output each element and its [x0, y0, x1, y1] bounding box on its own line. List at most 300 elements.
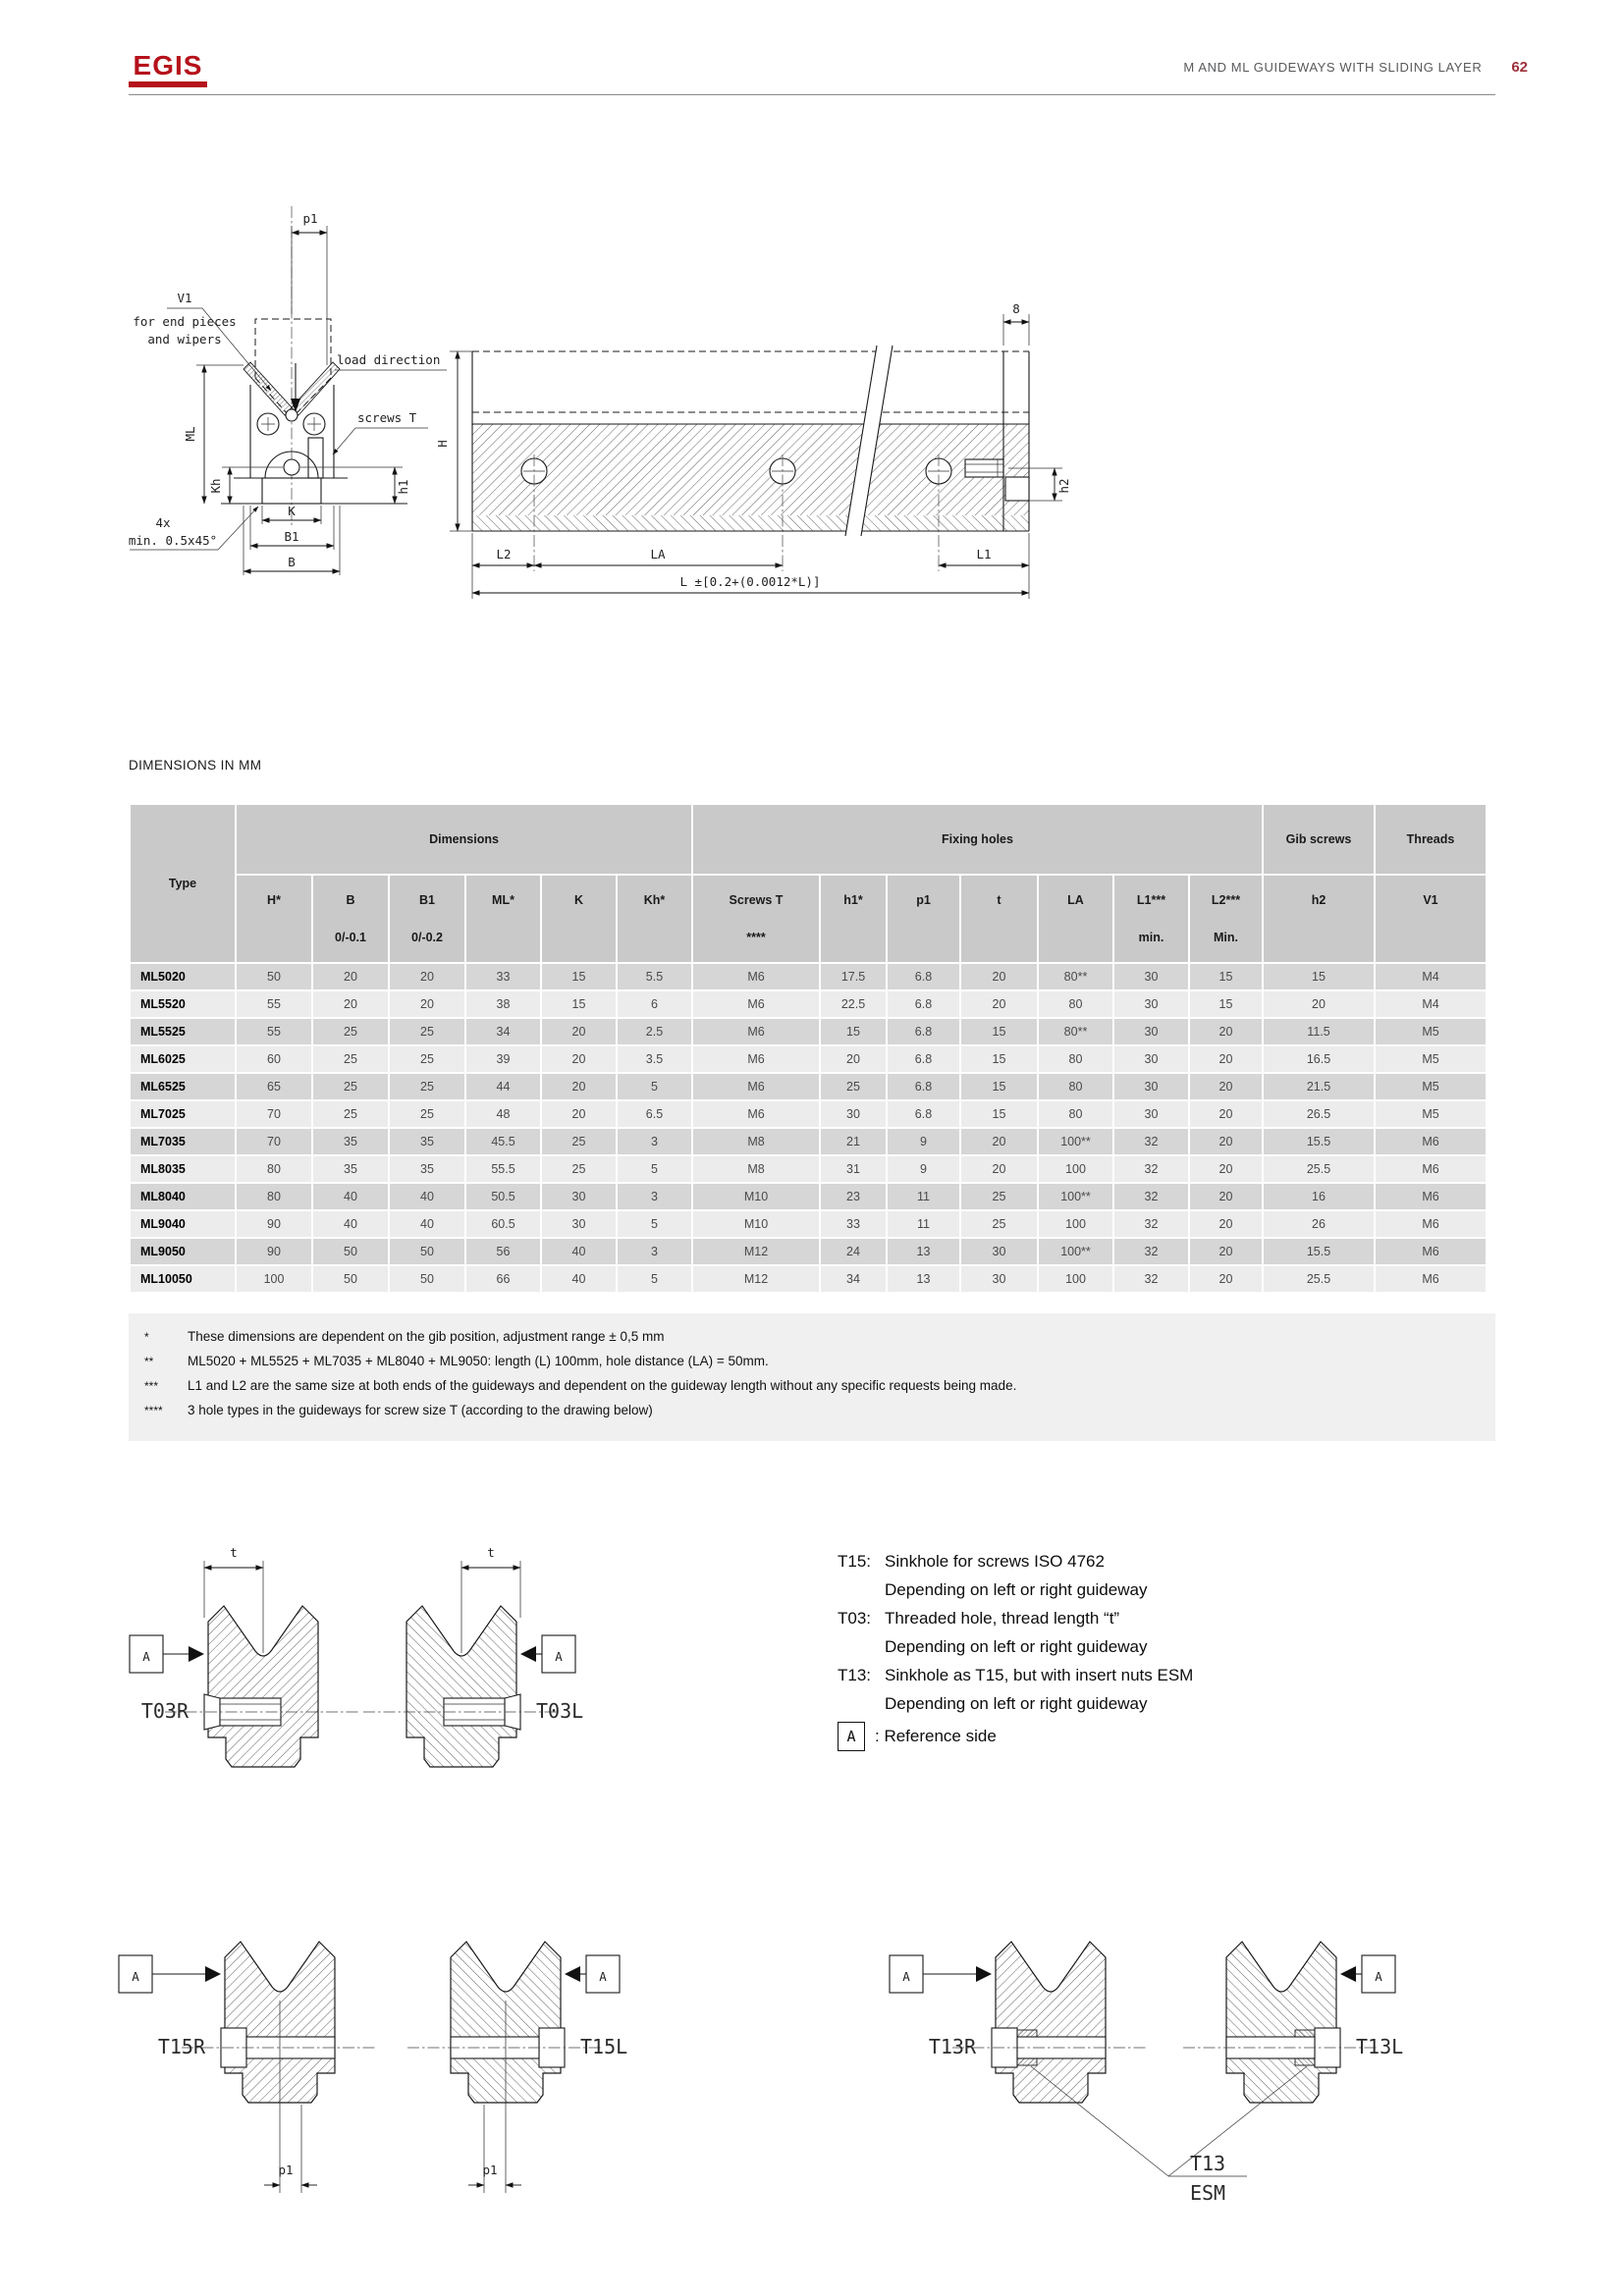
table-cell: 30 [571, 1190, 586, 1203]
v1-note-1: for end pieces [133, 314, 237, 329]
table-cell: 21.5 [1306, 1080, 1331, 1094]
table-cell: 40 [344, 1190, 357, 1203]
row-type: ML10050 [140, 1272, 192, 1286]
table-cell: 3 [651, 1245, 658, 1258]
table-cell: M12 [743, 1245, 769, 1258]
table-cell: 30 [1144, 997, 1159, 1011]
table-cell: M5 [1422, 1080, 1439, 1094]
table-cell: M8 [747, 1162, 765, 1176]
table-cell: 80 [267, 1190, 281, 1203]
row-type: ML7025 [140, 1107, 186, 1121]
table-cell: 15 [571, 997, 586, 1011]
table-cell: 30 [1144, 1052, 1159, 1066]
dim-b1-label: B1 [284, 529, 299, 544]
table-cell: 34 [496, 1025, 511, 1039]
table-cell: 31 [846, 1162, 860, 1176]
header-divider [129, 94, 1495, 95]
hole-type-desc: Sinkhole for screws ISO 4762 [885, 1552, 1105, 1571]
table-cell: M6 [1422, 1272, 1439, 1286]
table-cell: 32 [1144, 1272, 1159, 1286]
table-cell: 32 [1144, 1162, 1159, 1176]
column-header: V1 [1376, 876, 1486, 962]
dim-p1-label: p1 [278, 2163, 294, 2177]
table-cell: 9 [920, 1162, 927, 1176]
table-cell: 20 [1218, 1025, 1233, 1039]
table-cell: 20 [1218, 1080, 1233, 1094]
hole-type-code: T03: [838, 1609, 872, 1628]
table-cell: 25 [344, 1107, 357, 1121]
table-cell: 25 [344, 1025, 357, 1039]
table-cell: 3 [651, 1190, 658, 1203]
chamfer-note-2: min. 0.5x45° [128, 533, 218, 548]
hole-type-sub: Depending on left or right guideway [885, 1637, 1148, 1656]
table-cell: 25 [344, 1080, 357, 1094]
page-number: 62 [1511, 59, 1528, 76]
table-cell: 100 [1065, 1162, 1086, 1176]
table-cell: 3 [651, 1135, 658, 1148]
t13l-label: T13L [1356, 2035, 1404, 2058]
table-cell: 25 [992, 1190, 1006, 1203]
group-threads: Threads [1376, 805, 1486, 874]
table-cell: 50 [344, 1245, 357, 1258]
t15r-label: T15R [157, 2035, 205, 2058]
footnote [129, 1378, 1495, 1403]
reference-a-box: A [902, 1969, 910, 1984]
row-type: ML6025 [140, 1052, 186, 1066]
table-cell: 15.5 [1306, 1245, 1331, 1258]
hole-type-sub: Depending on left or right guideway [885, 1580, 1148, 1599]
dim-h-label: H [435, 440, 450, 448]
table-cell: 38 [496, 997, 511, 1011]
table-cell: 13 [916, 1245, 931, 1258]
column-header: h2 [1264, 876, 1374, 962]
table-cell: 40 [420, 1217, 434, 1231]
dim-ml-label: ML [183, 426, 197, 442]
t03l-drawing [363, 1545, 583, 1767]
column-header: Kh* [618, 876, 691, 962]
table-cell: 50.5 [491, 1190, 515, 1203]
dim-8-label: 8 [1012, 301, 1020, 316]
table-cell: 40 [571, 1245, 586, 1258]
esm-note: ESM [1189, 2181, 1226, 2205]
table-cell: 25 [846, 1080, 860, 1094]
t15l-drawing [407, 1942, 627, 2193]
table-cell: 16 [1312, 1190, 1326, 1203]
table-cell: 65 [267, 1080, 281, 1094]
table-cell: 24 [846, 1245, 860, 1258]
table-cell: 20 [344, 997, 357, 1011]
dim-p1-label: p1 [302, 211, 318, 226]
table-cell: 90 [267, 1245, 281, 1258]
table-cell: 33 [846, 1217, 860, 1231]
reference-a-box: A [599, 1969, 607, 1984]
table-cell: 60.5 [491, 1217, 515, 1231]
dim-l1-label: L1 [976, 547, 992, 561]
table-cell: 25 [571, 1162, 586, 1176]
column-header: t [961, 876, 1037, 962]
table-cell: 20 [1218, 1190, 1233, 1203]
column-header: p1 [888, 876, 959, 962]
table-body [131, 964, 1486, 1292]
dim-h2-label: h2 [1056, 478, 1071, 494]
table-cell: 25 [571, 1135, 586, 1148]
table-cell: 20 [1218, 1272, 1233, 1286]
table-sub-header-row [131, 876, 1486, 962]
table-cell: 32 [1144, 1217, 1159, 1231]
column-header: ML* [466, 876, 540, 962]
table-row [131, 1101, 1486, 1127]
table-cell: 25 [420, 1080, 434, 1094]
table-cell: 100** [1060, 1135, 1091, 1148]
dim-t-label: t [487, 1545, 495, 1560]
table-cell: 30 [992, 1245, 1006, 1258]
t03r-label: T03R [140, 1699, 189, 1723]
table-row [131, 964, 1486, 989]
table-row [131, 1046, 1486, 1072]
table-cell: 11 [917, 1217, 930, 1231]
reference-a-box: A [132, 1969, 139, 1984]
table-cell: 20 [1312, 997, 1326, 1011]
section-label: DIMENSIONS IN MM [129, 758, 262, 773]
t13r-drawing [890, 1942, 1147, 2103]
table-cell: 13 [916, 1272, 931, 1286]
table-cell: 20 [992, 1162, 1006, 1176]
table-cell: M4 [1422, 997, 1439, 1011]
dim-la-label: LA [650, 547, 666, 561]
hole-type-desc: Sinkhole as T15, but with insert nuts ESM [885, 1666, 1194, 1684]
table-cell: 26.5 [1306, 1107, 1331, 1121]
dim-h1-label: h1 [396, 479, 410, 495]
table-cell: 6.5 [645, 1107, 664, 1121]
table-cell: 20 [1218, 1245, 1233, 1258]
table-cell: 100 [263, 1272, 285, 1286]
table-cell: M6 [747, 997, 765, 1011]
footnote-text: These dimensions are dependent on the gib position, adjustment range ± 0,5 mm [188, 1329, 665, 1344]
table-cell: 11.5 [1307, 1025, 1330, 1039]
t03l-label: T03L [536, 1699, 584, 1723]
table-cell: 20 [344, 970, 357, 984]
table-cell: M8 [747, 1135, 765, 1148]
footnote-text: L1 and L2 are the same size at both ends of the guideways and dependent on the guideway length without any specific requests being made. [188, 1378, 1017, 1393]
table-cell: 16.5 [1306, 1052, 1331, 1066]
table-cell: 20 [1218, 1135, 1233, 1148]
table-cell: 20 [1218, 1162, 1233, 1176]
table-cell: 11 [917, 1190, 930, 1203]
table-row [131, 1184, 1486, 1209]
header [1183, 59, 1528, 76]
dim-t-label: t [230, 1545, 238, 1560]
table-cell: 6.8 [914, 997, 933, 1011]
t13l-drawing [1183, 1942, 1403, 2103]
table-cell: 25 [420, 1052, 434, 1066]
table-cell: 22.5 [840, 997, 866, 1011]
guideway-technical-drawing [128, 177, 1071, 614]
cross-section-drawing [129, 206, 447, 575]
table-cell: 50 [344, 1272, 357, 1286]
table-cell: 50 [420, 1272, 434, 1286]
table-cell: 48 [496, 1107, 511, 1121]
table-cell: 55 [267, 1025, 281, 1039]
group-gib-screws: Gib screws [1264, 805, 1374, 874]
table-cell: 30 [571, 1217, 586, 1231]
table-cell: 20 [571, 1025, 586, 1039]
table-cell: M6 [747, 1107, 765, 1121]
dim-b-label: B [288, 555, 296, 569]
row-type: ML7035 [140, 1135, 186, 1148]
table-cell: 2.5 [645, 1025, 664, 1039]
t13-note: T13 [1189, 2152, 1226, 2175]
table-cell: 30 [1144, 970, 1159, 984]
table-cell: 20 [992, 970, 1006, 984]
table-cell: 66 [496, 1272, 511, 1286]
table-row [131, 1129, 1486, 1154]
hole-type-desc: Threaded hole, thread length “t” [885, 1609, 1120, 1628]
table-cell: 32 [1144, 1135, 1159, 1148]
footnote-marker: *** [144, 1379, 159, 1393]
footnotes-block [129, 1313, 1495, 1441]
table-cell: 100 [1065, 1217, 1086, 1231]
table-row [131, 1211, 1486, 1237]
footnote-marker: * [144, 1330, 149, 1344]
table-cell: 25.5 [1306, 1162, 1331, 1176]
table-cell: M5 [1422, 1025, 1439, 1039]
table-cell: 15 [992, 1107, 1006, 1121]
table-cell: 70 [267, 1107, 281, 1121]
table-cell: 50 [420, 1245, 434, 1258]
table-cell: M10 [743, 1190, 769, 1203]
table-cell: 15 [1312, 970, 1326, 984]
row-type: ML5525 [140, 1025, 186, 1039]
hole-type-code: T15: [838, 1552, 872, 1571]
table-cell: M6 [747, 1052, 765, 1066]
table-cell: M12 [743, 1272, 769, 1286]
table-cell: 100** [1060, 1190, 1091, 1203]
table-cell: M4 [1422, 970, 1439, 984]
footnote-text: ML5020 + ML5525 + ML7035 + ML8040 + ML9050: length (L) 100mm, hole distance (LA) = 50mm. [188, 1354, 769, 1368]
table-cell: 32 [1144, 1245, 1159, 1258]
table-cell: 40 [571, 1272, 586, 1286]
table-cell: 80 [1068, 1107, 1083, 1121]
table-cell: 39 [496, 1052, 511, 1066]
column-header: B 0/-0.1 [313, 876, 388, 962]
table-row [131, 1156, 1486, 1182]
table-cell: 26 [1312, 1217, 1326, 1231]
footnote [129, 1354, 1495, 1378]
table-cell: 5 [651, 1162, 658, 1176]
table-cell: 34 [846, 1272, 860, 1286]
table-cell: 23 [846, 1190, 860, 1203]
table-cell: 56 [496, 1245, 511, 1258]
reference-side-text: : Reference side [875, 1727, 997, 1745]
column-header: LA [1039, 876, 1112, 962]
row-type: ML8035 [140, 1162, 186, 1176]
load-direction-label: load direction [337, 352, 441, 367]
table-cell: M6 [747, 1025, 765, 1039]
table-row [131, 1019, 1486, 1044]
table-cell: 45.5 [491, 1135, 515, 1148]
footnote-marker: **** [144, 1404, 163, 1417]
table-cell: M5 [1422, 1052, 1439, 1066]
table-cell: 30 [1144, 1107, 1159, 1121]
column-header: L1*** min. [1114, 876, 1188, 962]
dim-kh-label: Kh [208, 478, 223, 494]
reference-a-box: A [1375, 1969, 1382, 1984]
reference-side-box: A [838, 1722, 865, 1751]
footnote [129, 1403, 1495, 1427]
table-cell: 20 [571, 1052, 586, 1066]
table-cell: 6 [651, 997, 658, 1011]
side-view-drawing [435, 301, 1071, 599]
group-dimensions: Dimensions [237, 805, 691, 874]
table-group-header-row [131, 805, 1486, 874]
table-cell: 20 [571, 1107, 586, 1121]
table-cell: 35 [420, 1162, 434, 1176]
table-cell: 6.8 [914, 1025, 933, 1039]
hole-types-drawing [103, 1514, 1517, 2205]
table-cell: 80 [1068, 997, 1083, 1011]
row-type: ML9040 [140, 1217, 186, 1231]
table-cell: 20 [420, 997, 434, 1011]
dim-l-formula-label: L ±[0.2+(0.0012*L)] [679, 574, 821, 589]
table-cell: M6 [1422, 1135, 1439, 1148]
table-row [131, 1266, 1486, 1292]
table-cell: 44 [496, 1080, 511, 1094]
table-cell: 20 [571, 1080, 586, 1094]
row-type: ML5520 [140, 997, 186, 1011]
table-cell: 35 [420, 1135, 434, 1148]
table-cell: 20 [992, 997, 1006, 1011]
v1-label: V1 [177, 291, 192, 305]
footnote-marker: ** [144, 1355, 154, 1368]
table-cell: 3.5 [645, 1052, 664, 1066]
table-cell: 6.8 [914, 1080, 933, 1094]
t15l-label: T15L [580, 2035, 628, 2058]
table-cell: 25.5 [1306, 1272, 1331, 1286]
table-cell: 55.5 [491, 1162, 515, 1176]
table-cell: 80 [1068, 1080, 1083, 1094]
table-cell: 100 [1065, 1272, 1086, 1286]
table-row [131, 991, 1486, 1017]
row-type: ML5020 [140, 970, 186, 984]
table-cell: 35 [344, 1162, 357, 1176]
table-cell: 30 [846, 1107, 860, 1121]
table-cell: 80 [1068, 1052, 1083, 1066]
table-row [131, 1074, 1486, 1099]
table-cell: 20 [1218, 1052, 1233, 1066]
table-cell: 6.8 [914, 970, 933, 984]
table-cell: M6 [1422, 1190, 1439, 1203]
reference-a-box: A [555, 1649, 563, 1664]
table-cell: 15.5 [1306, 1135, 1331, 1148]
footnote-text: 3 hole types in the guideways for screw size T (according to the drawing below) [188, 1403, 653, 1417]
t15r-drawing [119, 1942, 376, 2193]
row-type: ML9050 [140, 1245, 186, 1258]
table-cell: 40 [344, 1217, 357, 1231]
table-cell: M10 [743, 1217, 769, 1231]
table-cell: M6 [747, 970, 765, 984]
table-cell: 5 [651, 1272, 658, 1286]
table-cell: 17.5 [840, 970, 866, 984]
row-type: ML8040 [140, 1190, 186, 1203]
table-cell: 30 [1144, 1080, 1159, 1094]
table-cell: 21 [846, 1135, 860, 1148]
table-cell: 80** [1063, 1025, 1088, 1039]
table-cell: 15 [1218, 997, 1233, 1011]
table-cell: 50 [267, 970, 281, 984]
table-cell: M6 [747, 1080, 765, 1094]
table-cell: 6.8 [914, 1052, 933, 1066]
column-header: H* [237, 876, 311, 962]
table-cell: 25 [992, 1217, 1006, 1231]
table-cell: 20 [420, 970, 434, 984]
table-cell: 15 [1218, 970, 1233, 984]
table-cell: 33 [496, 970, 511, 984]
column-header: K [542, 876, 616, 962]
column-header: Screws T **** [693, 876, 819, 962]
v1-note-2: and wipers [147, 332, 222, 347]
table-cell: 20 [846, 1052, 860, 1066]
table-cell: 55 [267, 997, 281, 1011]
table-cell: M6 [1422, 1217, 1439, 1231]
table-cell: 40 [420, 1190, 434, 1203]
table-cell: 20 [1218, 1107, 1233, 1121]
table-cell: 15 [992, 1052, 1006, 1066]
table-cell: 15 [992, 1025, 1006, 1039]
table-cell: 80 [267, 1162, 281, 1176]
table-cell: 30 [992, 1272, 1006, 1286]
table-cell: 6.8 [914, 1107, 933, 1121]
table-cell: 100** [1060, 1245, 1091, 1258]
table-cell: 25 [344, 1052, 357, 1066]
row-type: ML6525 [140, 1080, 186, 1094]
table-cell: 15 [571, 970, 586, 984]
chamfer-note-1: 4x [155, 515, 171, 530]
table-cell: 32 [1144, 1190, 1159, 1203]
col-type-header: Type [131, 805, 235, 962]
footnote [129, 1329, 1495, 1354]
dim-l2-label: L2 [496, 547, 512, 561]
table-cell: 15 [846, 1025, 860, 1039]
dim-p1-label: p1 [482, 2163, 498, 2177]
table-cell: 90 [267, 1217, 281, 1231]
table-cell: 30 [1144, 1025, 1159, 1039]
table-cell: 80** [1063, 970, 1088, 984]
table-cell: 70 [267, 1135, 281, 1148]
column-header: L2*** Min. [1190, 876, 1262, 962]
table-cell: 20 [992, 1135, 1006, 1148]
table-cell: 5.5 [645, 970, 664, 984]
table-cell: 20 [1218, 1217, 1233, 1231]
table-cell: 9 [920, 1135, 927, 1148]
hole-type-sub: Depending on left or right guideway [885, 1694, 1148, 1713]
column-header: B1 0/-0.2 [390, 876, 464, 962]
table-cell: M6 [1422, 1245, 1439, 1258]
dimensions-table [129, 803, 1488, 1294]
column-header: h1* [821, 876, 886, 962]
hole-type-code: T13: [838, 1666, 872, 1684]
t13r-label: T13R [928, 2035, 976, 2058]
table-cell: M6 [1422, 1162, 1439, 1176]
t03r-drawing [130, 1545, 359, 1767]
table-row [131, 1239, 1486, 1264]
table-cell: M5 [1422, 1107, 1439, 1121]
table-cell: 15 [992, 1080, 1006, 1094]
table-cell: 35 [344, 1135, 357, 1148]
table-cell: 25 [420, 1107, 434, 1121]
table-cell: 5 [651, 1217, 658, 1231]
group-fixing-holes: Fixing holes [693, 805, 1262, 874]
table-cell: 5 [651, 1080, 658, 1094]
